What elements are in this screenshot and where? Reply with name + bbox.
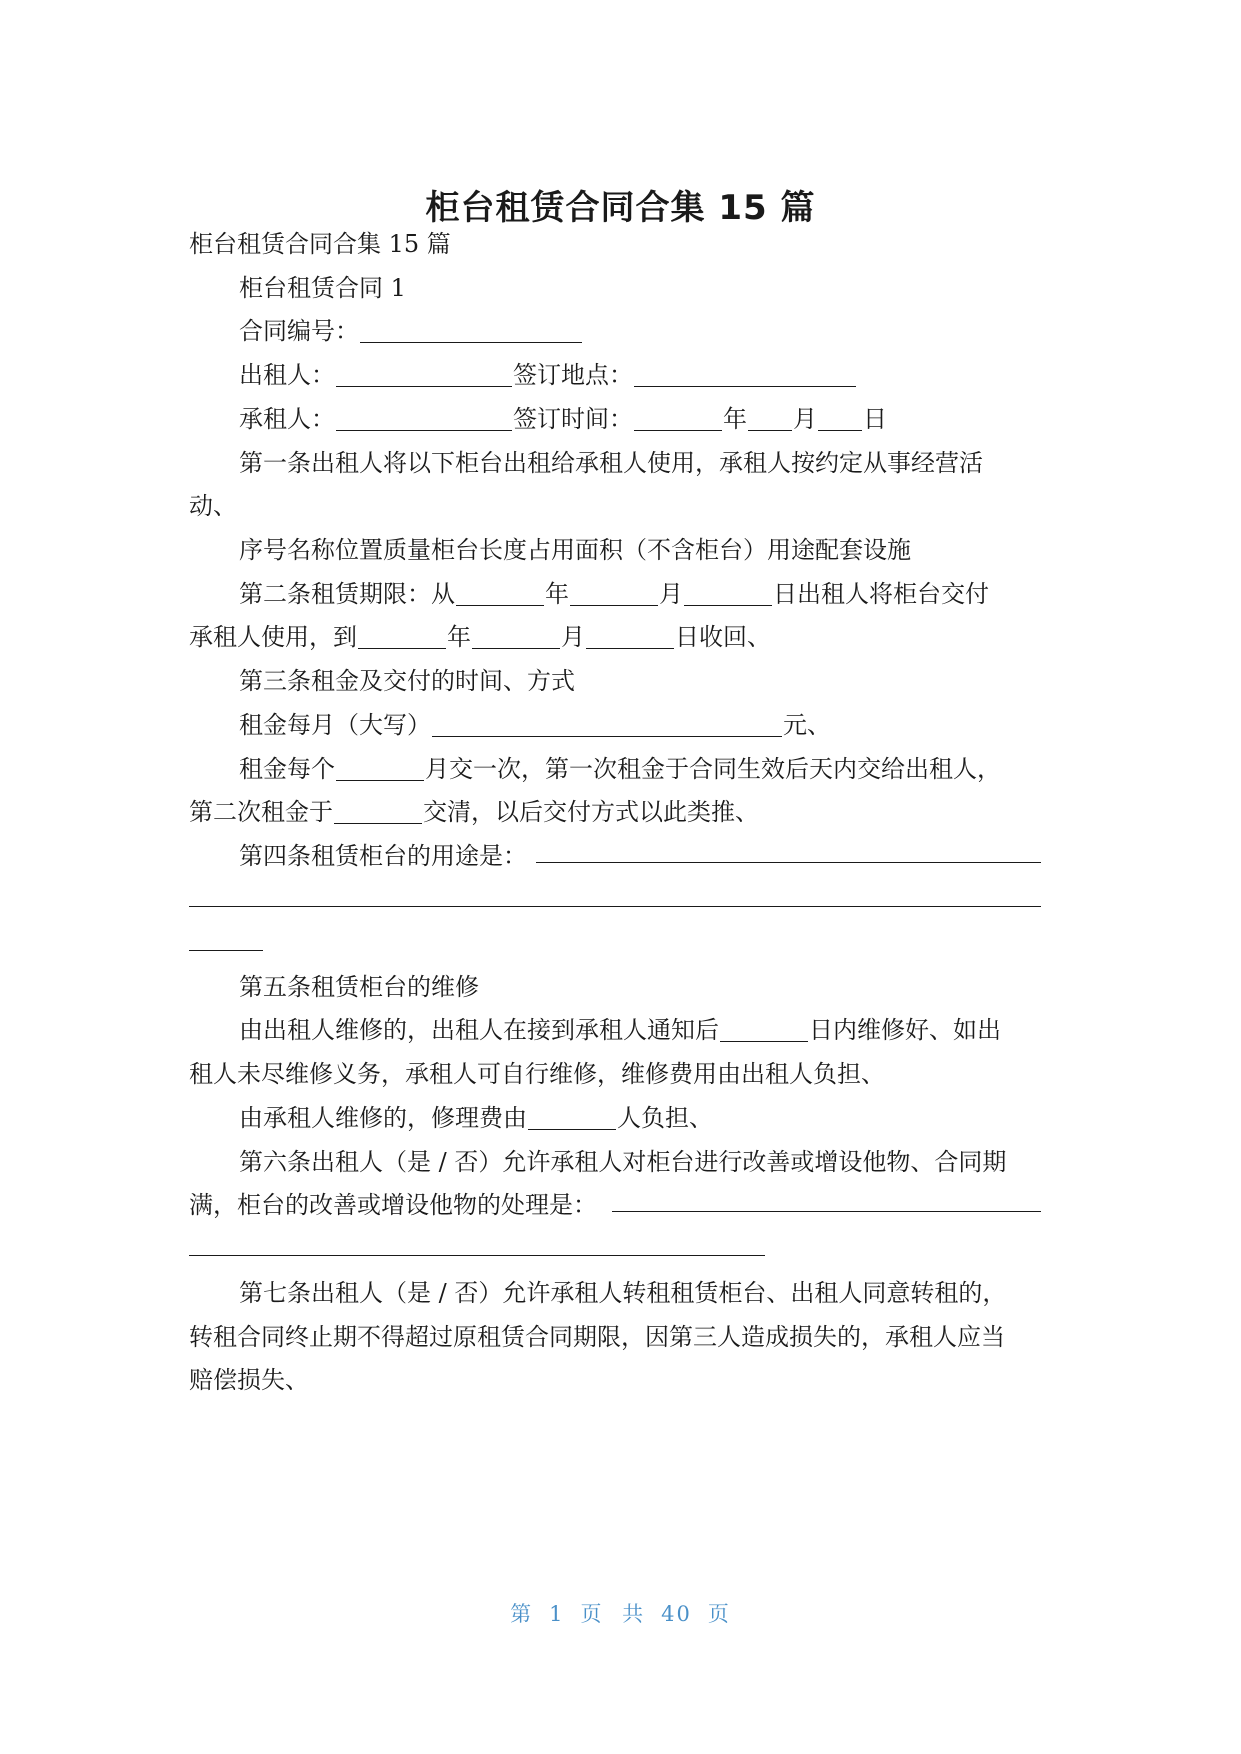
page-footer bbox=[0, 1598, 1241, 1628]
article-2-text-c: 承租人使用，到 bbox=[189, 623, 357, 651]
article-5: 第五条租赁柜台的维修 bbox=[239, 973, 479, 1001]
sign-time-label: 签订时间： bbox=[513, 405, 633, 433]
document-title: 柜台租赁合同合集 15 篇 bbox=[425, 188, 816, 228]
article-4-blank-1 bbox=[536, 862, 1041, 863]
rent-monthly-line bbox=[239, 709, 1041, 741]
start-year-blank bbox=[456, 581, 544, 606]
year-label: 年 bbox=[545, 580, 569, 608]
rent-each-label: 租金每个 bbox=[239, 755, 335, 783]
contract-number-label: 合同编号： bbox=[239, 317, 359, 345]
contract-number-line bbox=[239, 315, 1041, 347]
footer-mid: 页 共 bbox=[580, 1602, 646, 1626]
table-header-line: 序号名称位置质量柜台长度占用面积（不含柜台）用途配套设施 bbox=[239, 536, 911, 564]
end-day-blank bbox=[586, 624, 674, 649]
lessor-blank bbox=[336, 362, 512, 387]
sign-day-blank bbox=[818, 406, 862, 431]
rent-second-text: 交清，以后交付方式以此类推、 bbox=[423, 798, 759, 826]
start-day-blank bbox=[684, 581, 772, 606]
article-6-text: 满，柜台的改善或增设他物的处理是： bbox=[189, 1191, 597, 1219]
article-4-blank-3 bbox=[189, 950, 263, 951]
year-label: 年 bbox=[447, 623, 471, 651]
article-4-line bbox=[239, 840, 1041, 872]
lessee-blank bbox=[336, 406, 512, 431]
article-4-label: 第四条租赁柜台的用途是： bbox=[239, 842, 527, 870]
repair-1-line-2: 租人未尽维修义务，承租人可自行维修，维修费用由出租人负担、 bbox=[189, 1060, 885, 1088]
article-2-line-1 bbox=[239, 578, 1041, 610]
repair-payer-blank bbox=[528, 1105, 616, 1130]
repair-days-blank bbox=[720, 1017, 808, 1042]
article-4-blank-2 bbox=[189, 906, 1041, 907]
article-7-line-3: 赔偿损失、 bbox=[189, 1366, 309, 1394]
footer-page-number: 1 bbox=[549, 1602, 565, 1626]
footer-total-pages: 40 bbox=[661, 1602, 692, 1626]
month-label: 月 bbox=[659, 580, 683, 608]
article-2-text-b: 日出租人将柜台交付 bbox=[773, 580, 989, 608]
repair-2-text-a: 由承租人维修的，修理费由 bbox=[239, 1104, 527, 1132]
rent-second-blank bbox=[334, 799, 422, 824]
article-6-line-2 bbox=[189, 1189, 1041, 1221]
document-subtitle: 柜台租赁合同合集 15 篇 bbox=[189, 230, 451, 258]
sign-place-blank bbox=[634, 362, 856, 387]
rent-second-line bbox=[189, 796, 1041, 828]
article-3: 第三条租金及交付的时间、方式 bbox=[239, 667, 575, 695]
month-label: 月 bbox=[561, 623, 585, 651]
article-6-line-1: 第六条出租人（是 / 否）允许承租人对柜台进行改善或增设他物、合同期 bbox=[239, 1148, 1007, 1176]
rent-unit-label: 元、 bbox=[783, 711, 831, 739]
repair-1-text-a: 由出租人维修的，出租人在接到承租人通知后 bbox=[239, 1016, 719, 1044]
sign-place-label: 签订地点： bbox=[513, 361, 633, 389]
month-label: 月 bbox=[793, 405, 817, 433]
rent-amount-blank bbox=[432, 712, 782, 737]
article-6-blank-2 bbox=[189, 1255, 765, 1256]
sign-year-blank bbox=[634, 406, 722, 431]
end-month-blank bbox=[472, 624, 560, 649]
lessor-label: 出租人： bbox=[239, 361, 335, 389]
repair-2-line bbox=[239, 1102, 1041, 1134]
lessor-line bbox=[239, 359, 1041, 391]
article-2-text-a: 第二条租赁期限：从 bbox=[239, 580, 455, 608]
article-7-line-2: 转租合同终止期不得超过原租赁合同期限，因第三人造成损失的，承租人应当 bbox=[189, 1323, 1005, 1351]
article-7-line-1: 第七条出租人（是 / 否）允许承租人转租租赁柜台、出租人同意转租的， bbox=[239, 1279, 1007, 1307]
repair-1-text-b: 日内维修好、如出 bbox=[809, 1016, 1001, 1044]
contract-number-blank bbox=[360, 318, 582, 343]
article-2-text-d: 日收回、 bbox=[675, 623, 771, 651]
repair-1-line-1 bbox=[239, 1014, 1041, 1046]
contract-heading: 柜台租赁合同 1 bbox=[239, 274, 406, 302]
article-2-line-2 bbox=[189, 621, 1041, 653]
end-year-blank bbox=[358, 624, 446, 649]
day-label: 日 bbox=[863, 405, 887, 433]
sign-month-blank bbox=[748, 406, 792, 431]
article-6-blank-1 bbox=[612, 1211, 1041, 1212]
year-label: 年 bbox=[723, 405, 747, 433]
article-1-line-1: 第一条出租人将以下柜台出租给承租人使用，承租人按约定从事经营活 bbox=[239, 449, 983, 477]
rent-monthly-label: 租金每月（大写） bbox=[239, 711, 431, 739]
footer-prefix: 第 bbox=[510, 1602, 534, 1626]
rent-frequency-blank bbox=[336, 756, 424, 781]
lessee-line bbox=[239, 403, 1041, 435]
repair-2-text-b: 人负担、 bbox=[617, 1104, 713, 1132]
rent-frequency-line bbox=[239, 753, 1041, 785]
footer-suffix: 页 bbox=[707, 1602, 731, 1626]
rent-each-text: 月交一次，第一次租金于合同生效后天内交给出租人， bbox=[425, 755, 1001, 783]
lessee-label: 承租人： bbox=[239, 405, 335, 433]
rent-second-label: 第二次租金于 bbox=[189, 798, 333, 826]
start-month-blank bbox=[570, 581, 658, 606]
article-1-line-2: 动、 bbox=[189, 492, 237, 520]
